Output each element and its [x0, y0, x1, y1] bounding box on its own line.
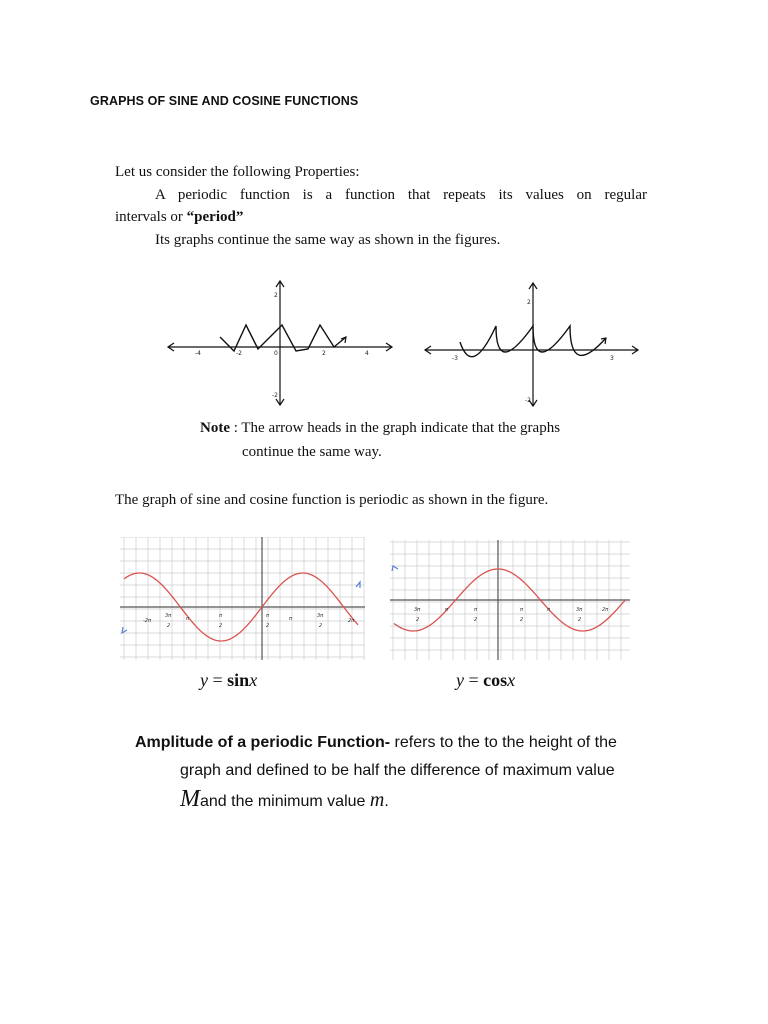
intro-line-3	[115, 207, 243, 227]
caption-fn: cos	[483, 670, 508, 690]
intro-line-3-text: intervals or	[115, 209, 187, 225]
tick-label: 2	[219, 623, 223, 629]
tick-label: 2	[527, 299, 531, 306]
period-term: “period”	[186, 209, 244, 225]
tick-label: 2	[167, 623, 171, 629]
note-line-2: continue the same way.	[242, 444, 382, 460]
caption-fn: sin	[227, 670, 250, 690]
intro-line-2: A periodic function is a function that repeats its values on regular	[155, 187, 647, 203]
tick-label: -2	[525, 397, 531, 404]
tick-label: 2	[266, 623, 270, 629]
tick-label: -4	[195, 350, 201, 357]
tick-label: 3	[610, 355, 614, 362]
page-title: GRAPHS OF SINE AND COSINE FUNCTIONS	[90, 94, 359, 108]
intro-line-1: Let us consider the following Properties:	[115, 164, 360, 180]
tick-label: 2π	[348, 618, 355, 624]
caption-y: y	[456, 670, 464, 690]
sine-graph	[120, 537, 365, 660]
amplitude-text-1: refers to the to the height of the	[390, 734, 617, 751]
amplitude-term: Amplitude of a periodic Function-	[135, 734, 391, 751]
tick-label: 3π	[414, 607, 421, 613]
tick-label: π	[186, 616, 190, 622]
tick-label: 3π	[576, 607, 583, 613]
amplitude-line-2: graph and defined to be half the difference of maximum value	[180, 762, 615, 779]
tick-label: 3π	[317, 613, 324, 619]
note-label: Note	[200, 420, 230, 436]
zigzag-periodic-graph	[160, 275, 400, 410]
caption-x: x	[249, 670, 258, 690]
tick-label: -2	[272, 392, 278, 399]
note-line-1	[200, 420, 560, 437]
amplitude-end: .	[384, 793, 389, 810]
note-text: : The arrow heads in the graph indicate that the graphs	[230, 420, 561, 436]
tick-label: 2	[578, 617, 582, 623]
cosine-graph	[390, 540, 630, 660]
caption-equals: =	[208, 670, 228, 690]
amplitude-line-3	[180, 786, 389, 813]
cosine-caption	[456, 670, 515, 691]
amplitude-line-1	[135, 734, 617, 752]
tick-label: -2π	[143, 618, 151, 624]
tick-label: 2	[416, 617, 420, 623]
amplitude-text-3: and the minimum value	[200, 793, 370, 810]
periodic-statement: The graph of sine and cosine function is periodic as shown in the figure.	[115, 492, 549, 508]
tick-label: π	[547, 607, 551, 613]
tick-label: π	[219, 613, 223, 619]
tick-label: π	[520, 607, 524, 613]
caption-x: x	[507, 670, 516, 690]
tick-label: 2	[322, 350, 326, 357]
tick-label: -3	[452, 355, 458, 362]
tick-label: π	[266, 613, 270, 619]
sine-caption	[200, 670, 257, 691]
caption-equals: =	[464, 670, 484, 690]
caption-y: y	[200, 670, 208, 690]
tick-label: π	[474, 607, 478, 613]
tick-label: 0	[274, 350, 278, 357]
tick-label: 2	[474, 617, 478, 623]
tick-label: 4	[365, 350, 369, 357]
max-symbol: M	[180, 786, 200, 812]
tick-label: π	[289, 616, 293, 622]
cusp-periodic-graph	[420, 278, 645, 410]
tick-label: π	[445, 607, 449, 613]
tick-label: -2	[236, 350, 242, 357]
tick-label: 2	[319, 623, 323, 629]
tick-label: 2π	[602, 607, 609, 613]
tick-label: 3π	[165, 613, 172, 619]
sine-arrow-left	[122, 627, 127, 633]
tick-label: 2	[274, 292, 278, 299]
intro-line-4: Its graphs continue the same way as shown in the figures.	[155, 232, 501, 248]
tick-label: 2	[520, 617, 524, 623]
min-symbol: m	[369, 789, 385, 811]
